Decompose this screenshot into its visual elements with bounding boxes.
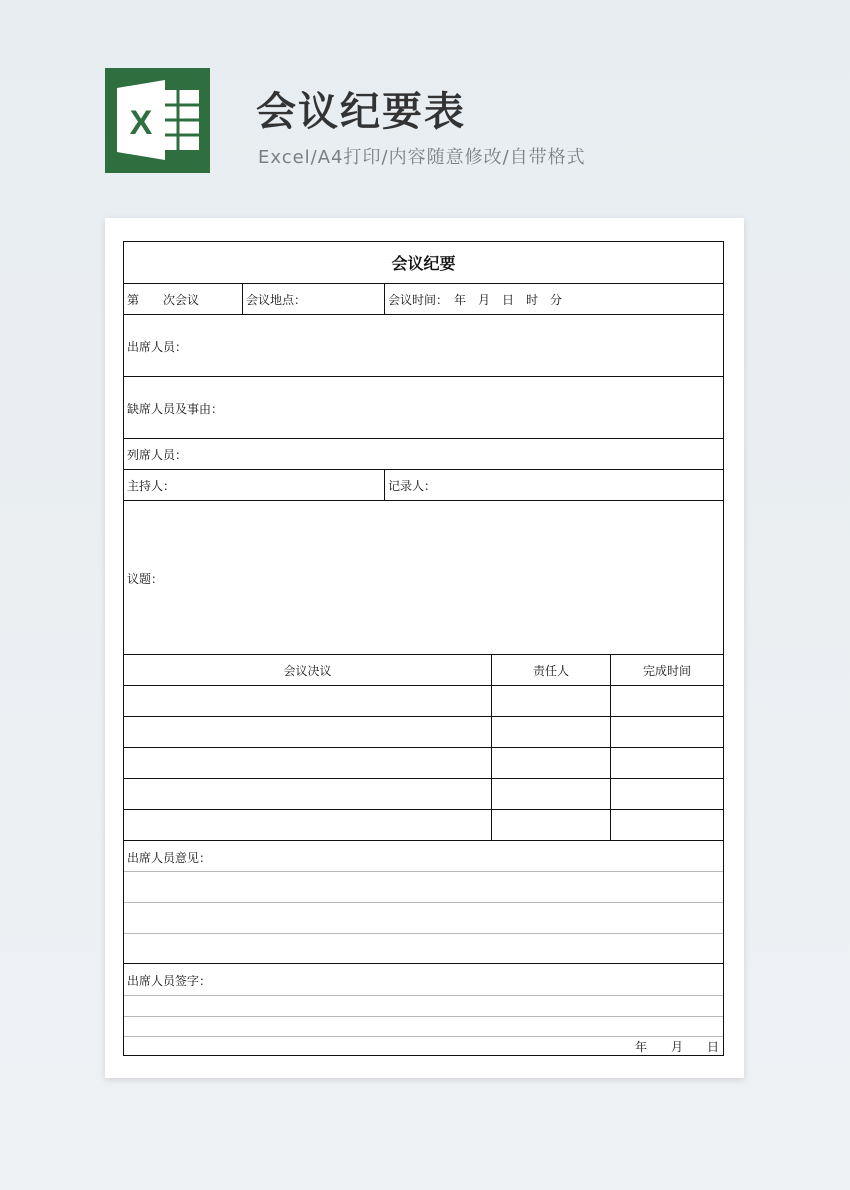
divider [491,810,492,841]
divider [610,748,611,779]
logo-letter: X [129,104,153,142]
attendees-row [124,314,723,377]
decision-row[interactable] [124,685,723,717]
divider [491,779,492,810]
agenda-row [124,500,723,655]
opinions-row [124,840,723,964]
meeting-location-field[interactable]: 会议地点： [246,293,307,307]
opinions-field[interactable]: 出席人员意见： [127,851,212,865]
decisions-header-row [124,654,723,686]
excel-icon [105,68,210,173]
deadline-column-header: 完成时间 [642,664,691,678]
line [124,1036,723,1037]
decision-row[interactable] [124,778,723,810]
divider [491,748,492,779]
agenda-field[interactable]: 议题： [127,571,164,586]
divider [491,686,492,717]
meeting-number-field[interactable]: 第 次会议 [127,293,200,307]
divider [491,717,492,748]
absentees-field[interactable]: 缺席人员及事由： [127,401,224,416]
form-title-row [124,242,723,283]
signatures-field[interactable]: 出席人员签字： [127,974,212,988]
host-recorder-row [124,469,723,501]
decision-row[interactable] [124,809,723,841]
form-title: 会议纪要 [391,254,456,273]
divider [610,686,611,717]
excel-logo [105,68,210,173]
line [124,902,723,903]
date-field[interactable]: 年 月 日 [634,1039,719,1054]
divider [610,810,611,841]
decision-column-header: 会议决议 [283,664,332,678]
attendees-field[interactable]: 出席人员： [127,339,188,354]
line [124,933,723,934]
decision-row[interactable] [124,747,723,779]
meeting-time-field[interactable]: 会议时间： 年 月 日 时 分 [388,293,563,307]
decision-row[interactable] [124,716,723,748]
host-field[interactable]: 主持人： [127,479,176,493]
meeting-minutes-form [123,241,724,1056]
observers-field[interactable]: 列席人员： [127,448,188,462]
meeting-info-row [124,283,723,315]
observers-row [124,438,723,470]
page-title: 会议纪要表 [256,89,466,135]
line [124,871,723,872]
owner-column-header: 责任人 [532,664,569,678]
absentees-row [124,376,723,439]
signatures-row [124,963,723,1056]
document-sheet [105,218,744,1078]
line [124,995,723,996]
divider [610,717,611,748]
divider [610,779,611,810]
page-subtitle: Excel/A4打印/内容随意修改/自带格式 [258,147,586,168]
recorder-field[interactable]: 记录人： [388,479,437,493]
line [124,1016,723,1017]
